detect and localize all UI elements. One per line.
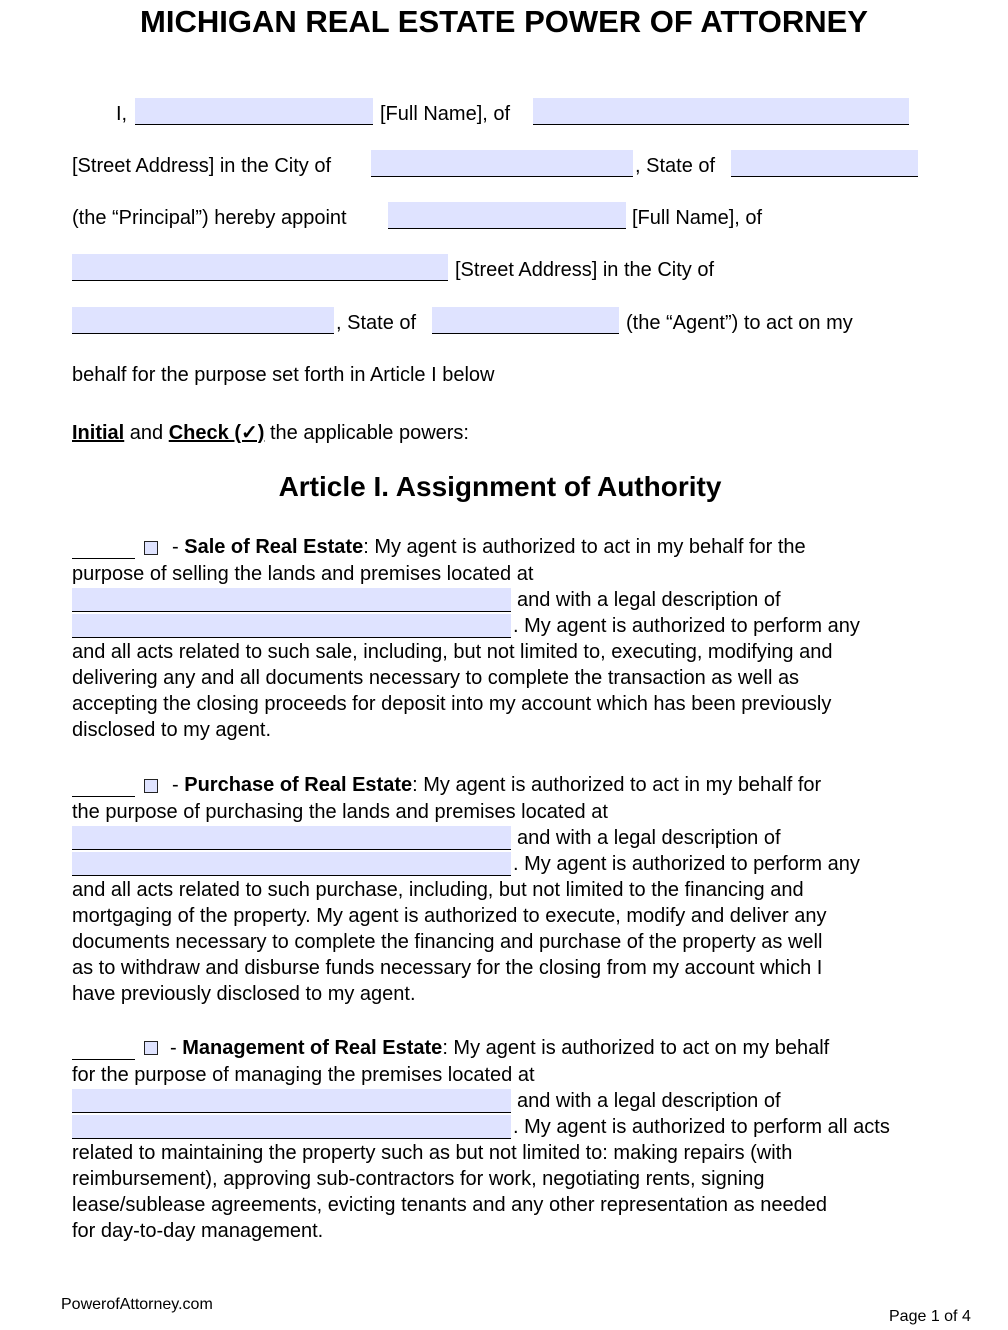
- purchase-line9: have previously disclosed to my agent.: [72, 983, 416, 1005]
- management-initial-field[interactable]: [72, 1038, 135, 1060]
- management-dash: -: [170, 1037, 177, 1059]
- sale-label: Sale of Real Estate: [184, 536, 364, 558]
- instruction-rest: the applicable powers:: [269, 422, 469, 444]
- footer-site: PowerofAttorney.com: [61, 1296, 213, 1313]
- management-line8: for day-to-day management.: [72, 1220, 324, 1242]
- article-heading: Article I. Assignment of Authority: [278, 471, 722, 502]
- sale-dash: -: [172, 536, 179, 558]
- intro-line4-text: [Street Address] in the City of: [455, 259, 715, 281]
- purchase-line3: and with a legal description of: [517, 827, 781, 849]
- intro-line5-state: , State of: [336, 312, 417, 334]
- management-line6: reimbursement), approving sub-contractors for work, negotiating rents, signing: [72, 1168, 765, 1190]
- intro-line2-state: , State of: [635, 155, 716, 177]
- sale-line1: [172, 536, 806, 559]
- management-line2: for the purpose of managing the premises located at: [72, 1064, 535, 1086]
- management-line5: related to maintaining the property such as but not limited to: making repairs (with: [72, 1142, 793, 1164]
- intro-line5-text: (the “Agent”) to act on my: [626, 312, 853, 334]
- agent-address-field[interactable]: [72, 254, 448, 281]
- agent-city-field[interactable]: [72, 307, 334, 334]
- management-line1-text: : My agent is authorized to act on my behalf: [442, 1037, 830, 1059]
- instruction-line: [72, 420, 469, 445]
- management-line4: . My agent is authorized to perform all acts: [513, 1116, 890, 1138]
- intro-line1-text: [Full Name], of: [380, 103, 511, 125]
- principal-state-field[interactable]: [731, 150, 918, 177]
- purchase-line6: mortgaging of the property. My agent is authorized to execute, modify and deliver any: [72, 905, 827, 927]
- purchase-location-field[interactable]: [72, 826, 511, 850]
- management-location-field[interactable]: [72, 1089, 511, 1113]
- document-title: MICHIGAN REAL ESTATE POWER OF ATTORNEY: [140, 4, 868, 39]
- management-line1: [170, 1037, 829, 1060]
- purchase-line8: as to withdraw and disburse funds necessary for the closing from my account which I: [72, 957, 823, 979]
- purchase-line7: documents necessary to complete the financing and purchase of the property as well: [72, 931, 823, 953]
- sale-line1-text: : My agent is authorized to act in my behalf for the: [363, 536, 806, 558]
- sale-legal-description-field[interactable]: [72, 614, 511, 638]
- sale-line2: purpose of selling the lands and premises located at: [72, 563, 534, 585]
- sale-initial-field[interactable]: [72, 537, 135, 559]
- intro-line3-text: (the “Principal”) hereby appoint: [72, 207, 347, 229]
- management-line7: lease/sublease agreements, evicting tenants and any other representation as needed: [72, 1194, 827, 1216]
- sale-line5: and all acts related to such sale, including, but not limited to, executing, modifying and: [72, 641, 833, 663]
- purchase-checkbox[interactable]: [144, 779, 158, 793]
- sale-checkbox[interactable]: [144, 541, 158, 555]
- check-label: Check (✓): [168, 422, 265, 444]
- purchase-line5: and all acts related to such purchase, including, but not limited to the financing and: [72, 879, 804, 901]
- sale-line8: disclosed to my agent.: [72, 719, 271, 741]
- management-checkbox[interactable]: [144, 1041, 158, 1055]
- and-label: and: [129, 422, 164, 444]
- management-legal-description-field[interactable]: [72, 1115, 511, 1139]
- agent-name-field[interactable]: [388, 202, 626, 229]
- sale-line7: accepting the closing proceeds for deposit into my account which has been previously: [72, 693, 832, 715]
- sale-line3: and with a legal description of: [517, 589, 781, 611]
- intro-line2-text: [Street Address] in the City of: [72, 155, 332, 177]
- purchase-line4: . My agent is authorized to perform any: [513, 853, 860, 875]
- purchase-line2: the purpose of purchasing the lands and premises located at: [72, 801, 608, 823]
- principal-city-field[interactable]: [371, 150, 633, 177]
- purchase-line1-text: : My agent is authorized to act in my behalf for: [412, 774, 822, 796]
- purchase-dash: -: [172, 774, 179, 796]
- management-line3: and with a legal description of: [517, 1090, 781, 1112]
- purchase-label: Purchase of Real Estate: [184, 774, 413, 796]
- principal-name-field[interactable]: [135, 98, 373, 125]
- purchase-initial-field[interactable]: [72, 775, 135, 797]
- sale-line6: delivering any and all documents necessary to complete the transaction as well as: [72, 667, 800, 689]
- intro-i: I,: [116, 103, 128, 125]
- principal-address-field[interactable]: [533, 98, 909, 125]
- purchase-line1: [172, 774, 821, 797]
- purchase-legal-description-field[interactable]: [72, 852, 511, 876]
- management-label: Management of Real Estate: [182, 1037, 443, 1059]
- sale-location-field[interactable]: [72, 588, 511, 612]
- intro-line6-text: behalf for the purpose set forth in Article I below: [72, 364, 495, 386]
- agent-state-field[interactable]: [432, 307, 619, 334]
- sale-line4: . My agent is authorized to perform any: [513, 615, 860, 637]
- footer-page-number: Page 1 of 4: [889, 1308, 971, 1325]
- initial-label: Initial: [72, 422, 125, 444]
- intro-line3-name: [Full Name], of: [632, 207, 763, 229]
